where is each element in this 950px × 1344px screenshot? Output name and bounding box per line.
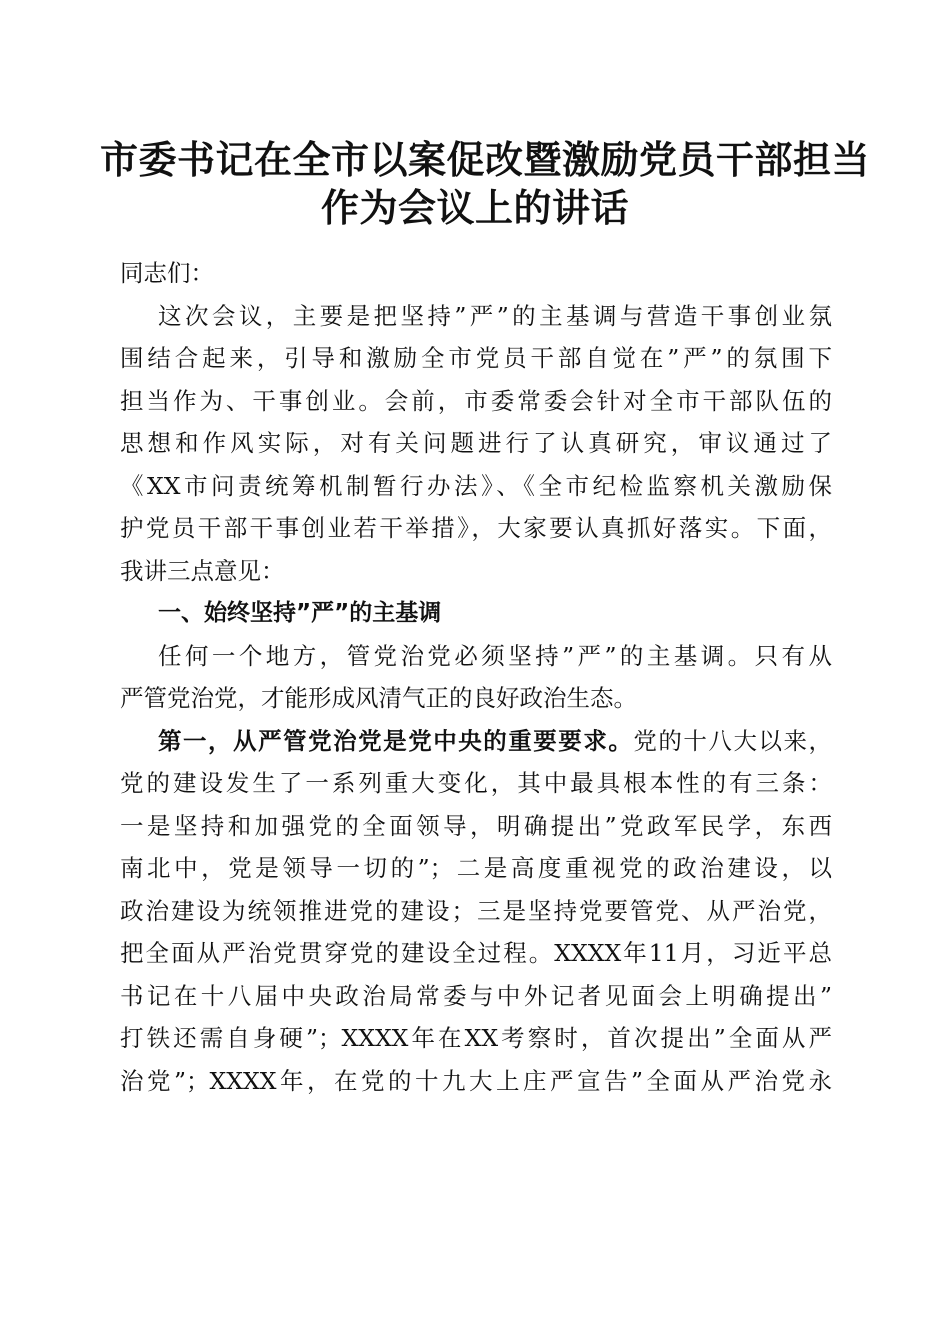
paragraph-line: 南北中，党是领导一切的”；二是高度重视党的政治建设，以 (120, 854, 832, 882)
emphasized-lead: 第一，从严管党治党是党中央的重要要求。 (158, 726, 634, 755)
salutation: 同志们： (120, 259, 214, 287)
document-title-line-1: 市委书记在全市以案促改暨激励党员干部担当 (100, 137, 871, 182)
paragraph-line: 党的建设发生了一系列重大变化，其中最具根本性的有三条： (120, 769, 832, 797)
paragraph-line: 严管党治党，才能形成风清气正的良好政治生态。 (120, 684, 637, 712)
paragraph-line: 打铁还需自身硬”；XXXX年在XX考察时，首次提出”全面从严 (120, 1024, 832, 1052)
section-heading: 一、始终坚持”严”的主基调 (158, 600, 442, 626)
paragraph-line: 思想和作风实际，对有关问题进行了认真研究，审议通过了 (120, 429, 832, 457)
paragraph-line: 一是坚持和加强党的全面领导，明确提出”党政军民学，东西 (120, 811, 832, 840)
paragraph-line: 担当作为、干事创业。会前，市委常委会针对全市干部队伍的 (120, 386, 832, 415)
paragraph-line: 任何一个地方，管党治党必须坚持”严”的主基调。只有从 (158, 641, 832, 670)
paragraph-line: 治党”；XXXX年，在党的十九大上庄严宣告”全面从严治党永 (120, 1066, 832, 1095)
document-title-line-2: 作为会议上的讲话 (320, 185, 629, 230)
paragraph-line: 这次会议，主要是把坚持”严”的主基调与营造干事创业氛 (158, 301, 832, 330)
paragraph-line: 把全面从严治党贯穿党的建设全过程。XXXX年11月，习近平总 (120, 939, 832, 967)
paragraph-text: 党的十八大以来， (633, 726, 832, 755)
document-body (120, 252, 832, 1102)
paragraph-line: 围结合起来，引导和激励全市党员干部自觉在”严”的氛围下 (120, 344, 832, 372)
paragraph-line (120, 720, 832, 763)
paragraph-line: 我讲三点意见： (120, 556, 285, 585)
paragraph-line: 书记在十八届中央政治局常委与中外记者见面会上明确提出” (120, 981, 832, 1010)
paragraph-line: 政治建设为统领推进党的建设；三是坚持党要管党、从严治党， (120, 896, 832, 925)
paragraph-line: 护党员干部干事创业若干举措》，大家要认真抓好落实。下面， (120, 514, 832, 542)
paragraph-line: 《XX市问责统筹机制暂行办法》、《全市纪检监察机关激励保 (120, 471, 832, 500)
